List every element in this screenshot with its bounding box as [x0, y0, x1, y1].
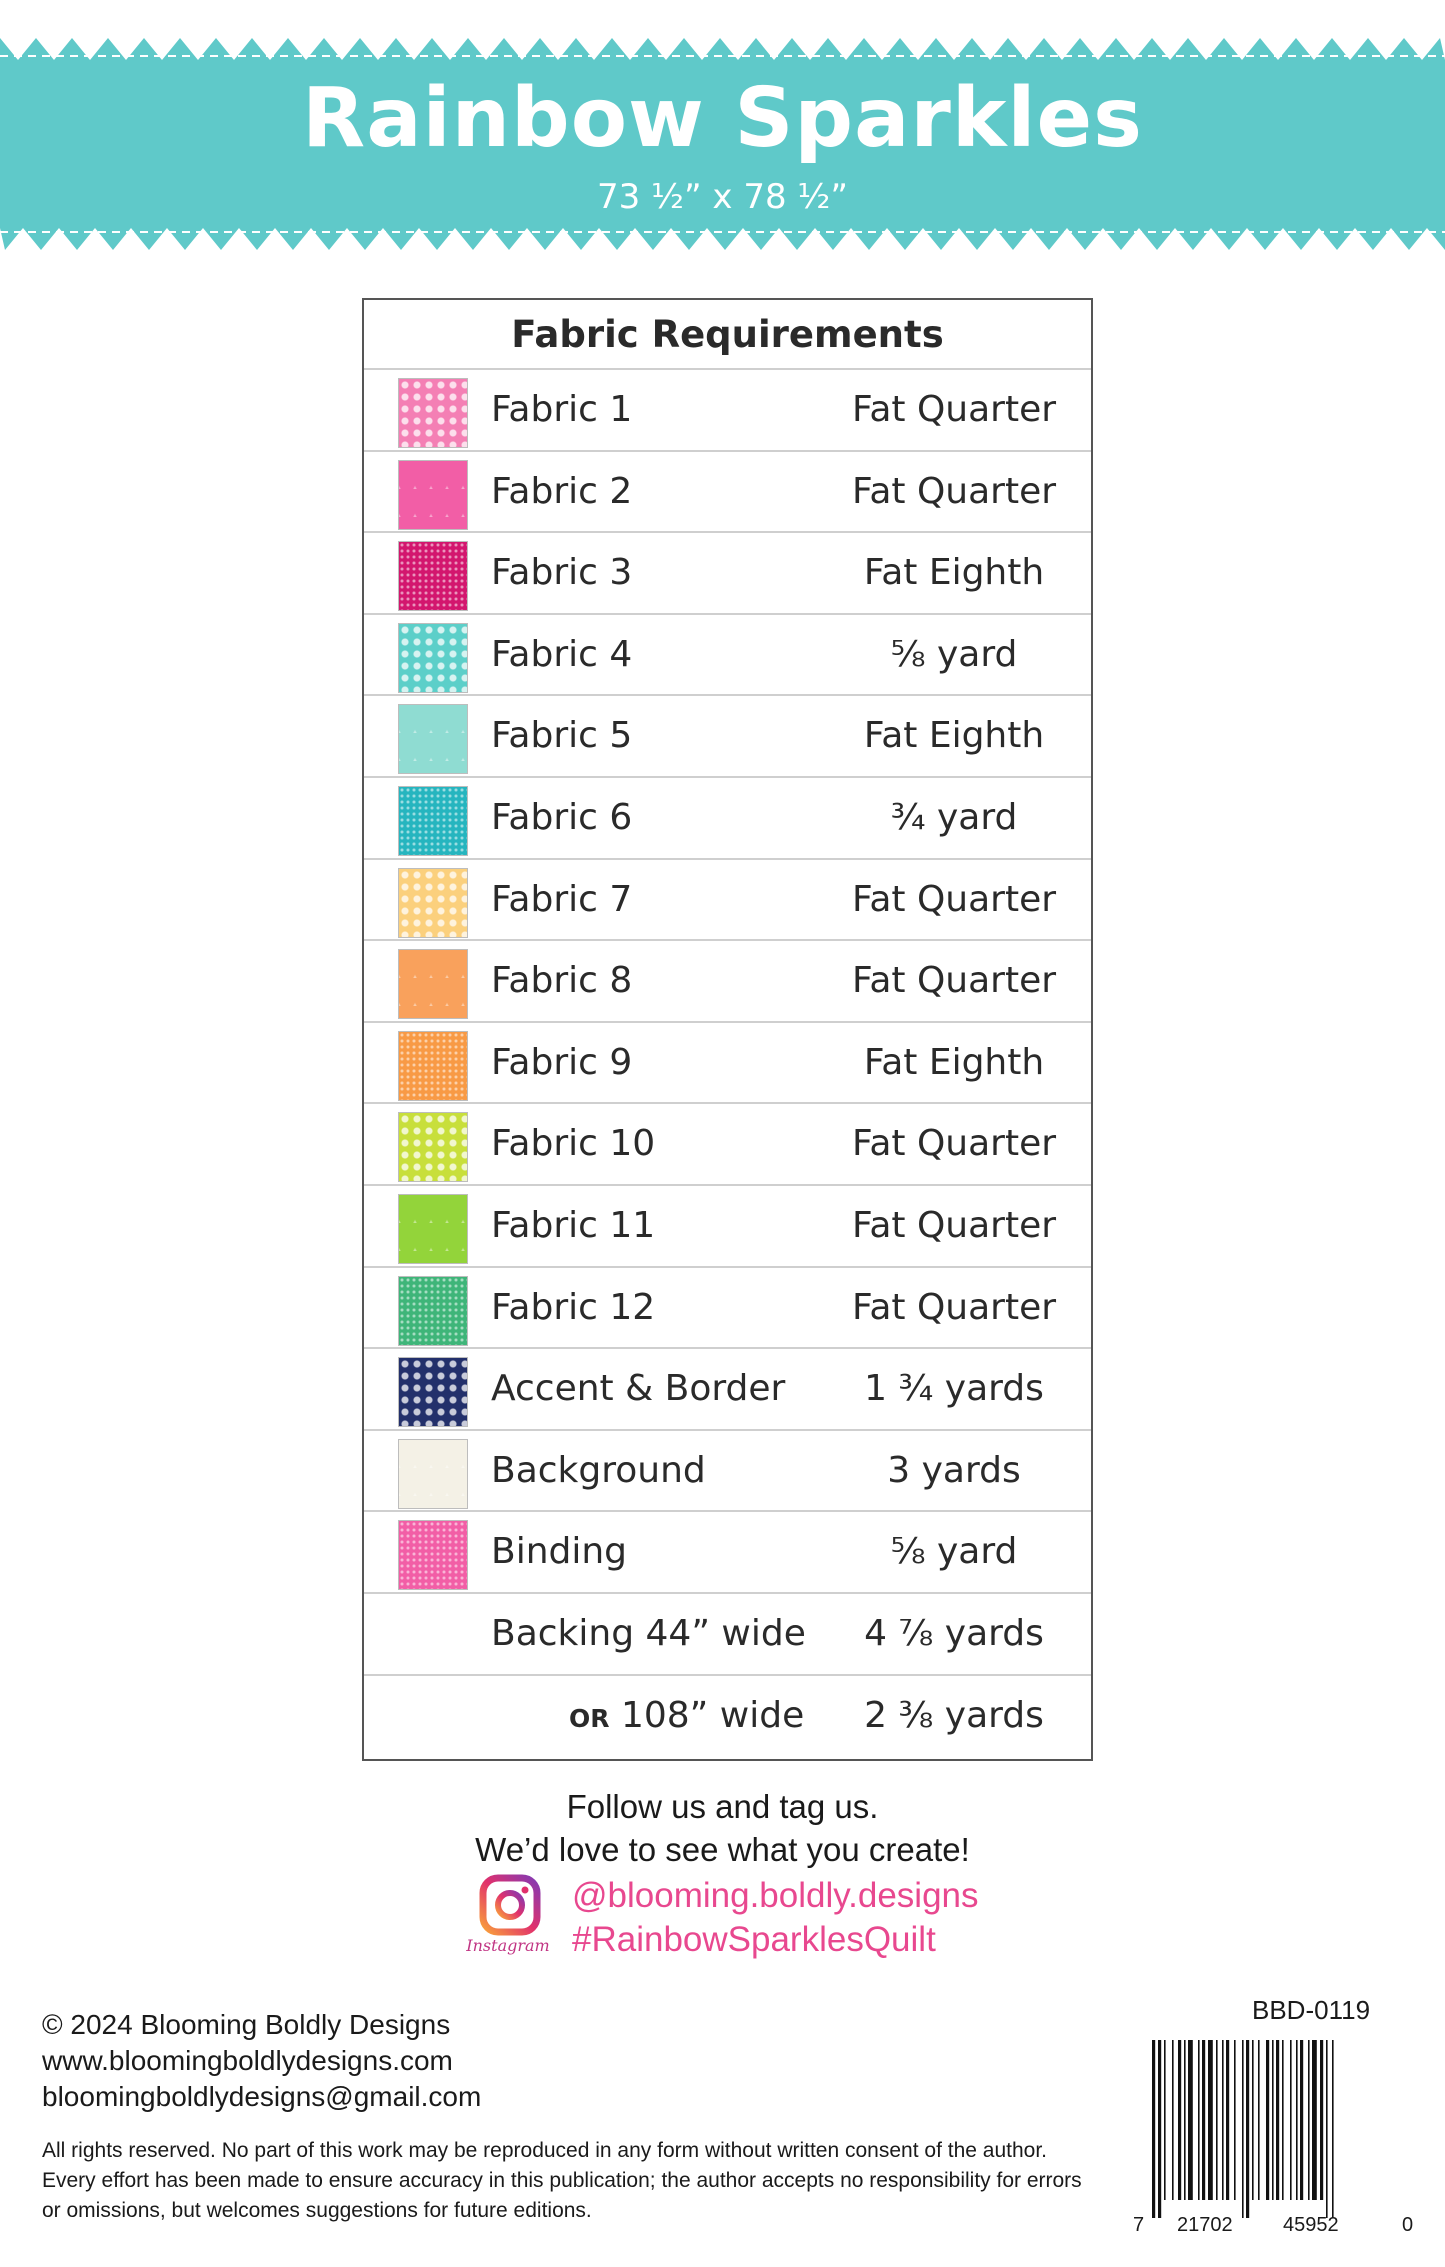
fabric-quantity: Fat Eighth: [863, 552, 1045, 594]
fabric-name: Background: [491, 1449, 706, 1491]
fabric-quantity: Fat Quarter: [851, 960, 1057, 1002]
fabric-name: Fabric 1: [491, 389, 633, 430]
fabric-quantity: Fat Quarter: [851, 1123, 1057, 1165]
fabric-name: Fabric 4: [491, 633, 633, 675]
cream-tonal-fabric-swatch: [398, 1439, 468, 1509]
fabric-name: Fabric 2: [491, 470, 633, 512]
backing-alt-width: 108” wide: [620, 1694, 805, 1736]
navy-confetti-fabric-swatch: [398, 1357, 468, 1427]
fabric-name: Fabric 11: [491, 1204, 656, 1246]
fabric-name: Fabric 5: [491, 715, 633, 757]
pink-triangle-fabric-swatch: [398, 1520, 468, 1590]
fabric-row: [364, 778, 1091, 860]
backing-row: [364, 1594, 1091, 1676]
green-floral-fabric-swatch: [398, 1276, 468, 1346]
fabric-name: Fabric 7: [491, 878, 633, 920]
fabric-quantity: Fat Quarter: [851, 878, 1057, 920]
instagram-handle[interactable]: @blooming.boldly.designs: [572, 1876, 979, 1915]
backing-alt-row: [364, 1676, 1091, 1758]
magenta-speckle-fabric-swatch: [398, 541, 468, 611]
fabric-quantity: ⅝ yard: [890, 633, 1018, 675]
fabric-quantity: Fat Quarter: [851, 1286, 1057, 1328]
fabric-name: Fabric 12: [491, 1286, 656, 1328]
fabric-quantity: Fat Eighth: [863, 1041, 1045, 1083]
hashtag[interactable]: #RainbowSparklesQuilt: [572, 1920, 936, 1959]
pink-triangle-fabric-swatch: [398, 460, 468, 530]
fabric-row: [364, 533, 1091, 615]
fabric-quantity: 1 ¾ yards: [864, 1368, 1044, 1410]
fabric-row: [364, 370, 1091, 452]
fabric-name: Fabric 8: [491, 960, 633, 1002]
pattern-title: Rainbow Sparkles: [302, 71, 1143, 166]
instagram-wordmark: Instagram: [466, 1936, 550, 1955]
fabric-quantity: Fat Quarter: [851, 389, 1057, 430]
yellow-swirl-fabric-swatch: [398, 868, 468, 938]
backing-label: Backing 44” wide: [491, 1612, 806, 1654]
fabric-row: [364, 1023, 1091, 1105]
green-geometric-fabric-swatch: [398, 1194, 468, 1264]
fabric-name: Fabric 3: [491, 552, 633, 594]
backing-alt-quantity: 2 ⅜ yards: [864, 1694, 1044, 1736]
title-banner: [0, 0, 1445, 270]
teal-triangle-fabric-swatch: [398, 623, 468, 693]
barcode-digit-check: 0: [1402, 2214, 1414, 2236]
fabric-quantity: 3 yards: [887, 1449, 1021, 1491]
or-label: OR: [569, 1703, 610, 1733]
email-link[interactable]: bloomingboldlydesigns@gmail.com: [42, 2081, 482, 2112]
table-heading: Fabric Requirements: [364, 300, 1091, 370]
orange-dot-fabric-swatch: [398, 949, 468, 1019]
fabric-requirements-table: [362, 298, 1093, 1761]
backing-quantity: 4 ⅞ yards: [864, 1612, 1044, 1654]
fabric-row: [364, 860, 1091, 942]
fabric-row: [364, 615, 1091, 697]
barcode-digits-left: 21702: [1177, 2214, 1233, 2236]
fabric-row: [364, 696, 1091, 778]
backing-alt-label: [569, 1676, 804, 1756]
legal-notice: All rights reserved. No part of this work may be reproduced in any form without written consent of the author. Every effort has been made to ensure accuracy in this publication; the author accepts no responsibility for errors or omissions, but welcomes suggestions for future editions.: [42, 2139, 1082, 2222]
fabric-name: Fabric 10: [491, 1123, 656, 1165]
quilt-size: 73 ½” x 78 ½”: [596, 177, 848, 217]
fabric-quantity: Fat Quarter: [851, 470, 1057, 512]
fabric-row: [364, 941, 1091, 1023]
follow-line: Follow us and tag us.: [566, 1788, 879, 1825]
fabric-row: [364, 1186, 1091, 1268]
fabric-row: [364, 1349, 1091, 1431]
aqua-paisley-fabric-swatch: [398, 704, 468, 774]
fabric-quantity: ⅝ yard: [890, 1531, 1018, 1573]
create-line: We’d love to see what you create!: [475, 1831, 970, 1868]
sku-code: BBD-0119: [1252, 1995, 1371, 2025]
teal-floral-fabric-swatch: [398, 786, 468, 856]
fabric-row: [364, 1431, 1091, 1513]
fabric-name: Accent & Border: [491, 1368, 786, 1410]
fabric-row: [364, 452, 1091, 534]
barcode: [1150, 2040, 1395, 2218]
copyright: © 2024 Blooming Boldly Designs: [42, 2009, 451, 2040]
fabric-row: [364, 1268, 1091, 1350]
fabric-quantity: ¾ yard: [890, 796, 1018, 838]
fabric-row: [364, 1512, 1091, 1594]
fabric-row: [364, 1104, 1091, 1186]
barcode-digit-lead: 7: [1133, 2214, 1145, 2236]
orange-floral-fabric-swatch: [398, 1031, 468, 1101]
fabric-quantity: Fat Quarter: [851, 1204, 1057, 1246]
fabric-name: Fabric 6: [491, 796, 633, 838]
barcode-digits-right: 45952: [1283, 2214, 1339, 2236]
website-link[interactable]: www.bloomingboldlydesigns.com: [42, 2045, 453, 2076]
pink-circle-fabric-swatch: [398, 378, 468, 448]
fabric-quantity: Fat Eighth: [863, 715, 1045, 757]
lime-triangle-fabric-swatch: [398, 1112, 468, 1182]
fabric-name: Binding: [491, 1531, 628, 1573]
fabric-name: Fabric 9: [491, 1041, 633, 1083]
